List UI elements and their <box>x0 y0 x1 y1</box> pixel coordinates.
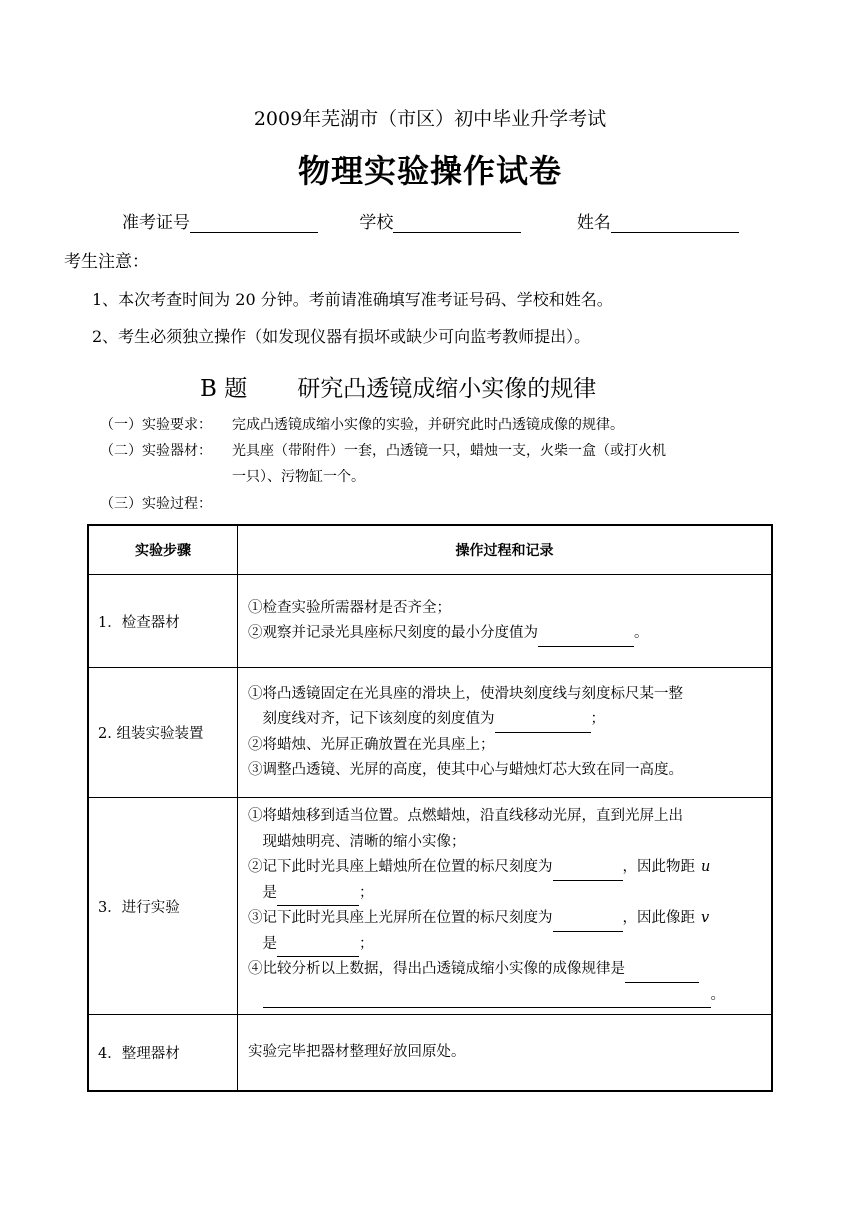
school-blank[interactable] <box>393 232 521 233</box>
procedure-line: ②观察并记录光具座标尺刻度的最小分度值为 。 <box>248 621 763 647</box>
procedure-line: ④比较分析以上数据，得出凸透镜成缩小实像的成像规律是 <box>248 957 763 983</box>
exam-number-field <box>122 208 318 233</box>
table-header-row <box>88 525 772 575</box>
equipment-text-continued: 一只）、污物缸一个。 <box>232 469 365 485</box>
procedure-line: ③调整凸透镜、光屏的高度，使其中心与蜡烛灯芯大致在同一高度。 <box>248 762 683 778</box>
procedure-line: 是 ； <box>248 932 763 958</box>
screen-position-blank[interactable] <box>553 931 623 932</box>
name-label: 姓名 <box>576 213 611 233</box>
exam-title: 物理实验操作试卷 <box>297 152 562 190</box>
table-row <box>88 1015 772 1091</box>
equipment-line <box>100 440 666 460</box>
procedure-cell <box>238 668 773 798</box>
procedure-line: ①将蜡烛移到适当位置。点燃蜡烛，沿直线移动光屏，直到光屏上出 <box>248 808 683 824</box>
procedure-line: 现蜡烛明亮、清晰的缩小实像； <box>262 833 466 850</box>
step-name: 1．检查器材 <box>88 575 238 668</box>
requirement-text: 完成凸透镜成缩小实像的实验，并研究此时凸透镜成像的规律。 <box>232 417 624 433</box>
column-header-step: 实验步骤 <box>88 525 238 575</box>
table-row <box>88 798 772 1015</box>
candle-position-blank[interactable] <box>553 880 623 881</box>
requirement-label: （一）实验要求： <box>100 417 212 433</box>
notice-heading: 考生注意： <box>64 252 149 272</box>
procedure-line: ①检查实验所需器材是否齐全； <box>248 599 451 616</box>
procedure-table <box>87 524 773 1092</box>
procedure-cell <box>238 1015 773 1091</box>
exam-number-label: 准考证号 <box>122 213 190 233</box>
notice-item: 2、考生必须独立操作（如发现仪器有损坏或缺少可向监考教师提出）。 <box>92 327 591 346</box>
image-distance-symbol: v <box>701 910 710 926</box>
exam-subtitle: 2009年芜湖市（市区）初中毕业升学考试 <box>253 108 607 130</box>
equipment-text: 光具座（带附件）一套，凸透镜一只，蜡烛一支，火柴一盒（或打火机 <box>232 443 666 459</box>
process-label: （三）实验过程： <box>100 496 212 512</box>
procedure-line: ①将凸透镜固定在光具座的滑块上，使滑块刻度线与刻度标尺某一整 <box>248 685 683 702</box>
procedure-line: 刻度线对齐，记下该刻度的刻度值为 ； <box>248 707 763 733</box>
candidate-info-row <box>122 208 775 233</box>
object-distance-symbol: u <box>701 859 711 875</box>
name-field <box>577 208 739 233</box>
conclusion-blank-continued[interactable] <box>263 1007 711 1008</box>
step-name: 4．整理器材 <box>88 1015 238 1091</box>
table-row <box>88 575 772 668</box>
problem-code: B 题 <box>200 376 248 402</box>
equipment-label: （二）实验器材： <box>100 443 212 459</box>
procedure-line: ②将蜡烛、光屏正确放置在光具座上； <box>248 736 495 753</box>
step-name: 2. 组装实验装置 <box>88 668 238 798</box>
procedure-line: 实验完毕把器材整理好放回原处。 <box>248 1043 466 1060</box>
procedure-line: 。 <box>248 983 763 1009</box>
column-header-procedure: 操作过程和记录 <box>238 525 773 575</box>
school-label: 学校 <box>359 213 394 233</box>
problem-title <box>200 370 596 403</box>
procedure-line: 是 ； <box>248 881 763 907</box>
problem-name: 研究凸透镜成缩小实像的规律 <box>297 376 597 402</box>
procedure-cell <box>238 575 773 668</box>
name-blank[interactable] <box>611 232 739 233</box>
school-field <box>359 208 521 233</box>
procedure-line: ②记下此时光具座上蜡烛所在位置的标尺刻度为 ，因此物距 u <box>248 855 763 881</box>
procedure-line: ③记下此时光具座上光屏所在位置的标尺刻度为 ，因此像距 v <box>248 906 763 932</box>
procedure-cell <box>238 798 773 1015</box>
notice-item: 1、本次考查时间为 20 分钟。考前请准确填写准考证号码、学校和姓名。 <box>92 290 613 309</box>
requirement-line <box>100 414 624 434</box>
min-division-blank[interactable] <box>538 646 634 647</box>
step-name: 3．进行实验 <box>88 798 238 1015</box>
table-row <box>88 668 772 798</box>
lens-position-blank[interactable] <box>495 732 591 733</box>
exam-number-blank[interactable] <box>190 232 318 233</box>
